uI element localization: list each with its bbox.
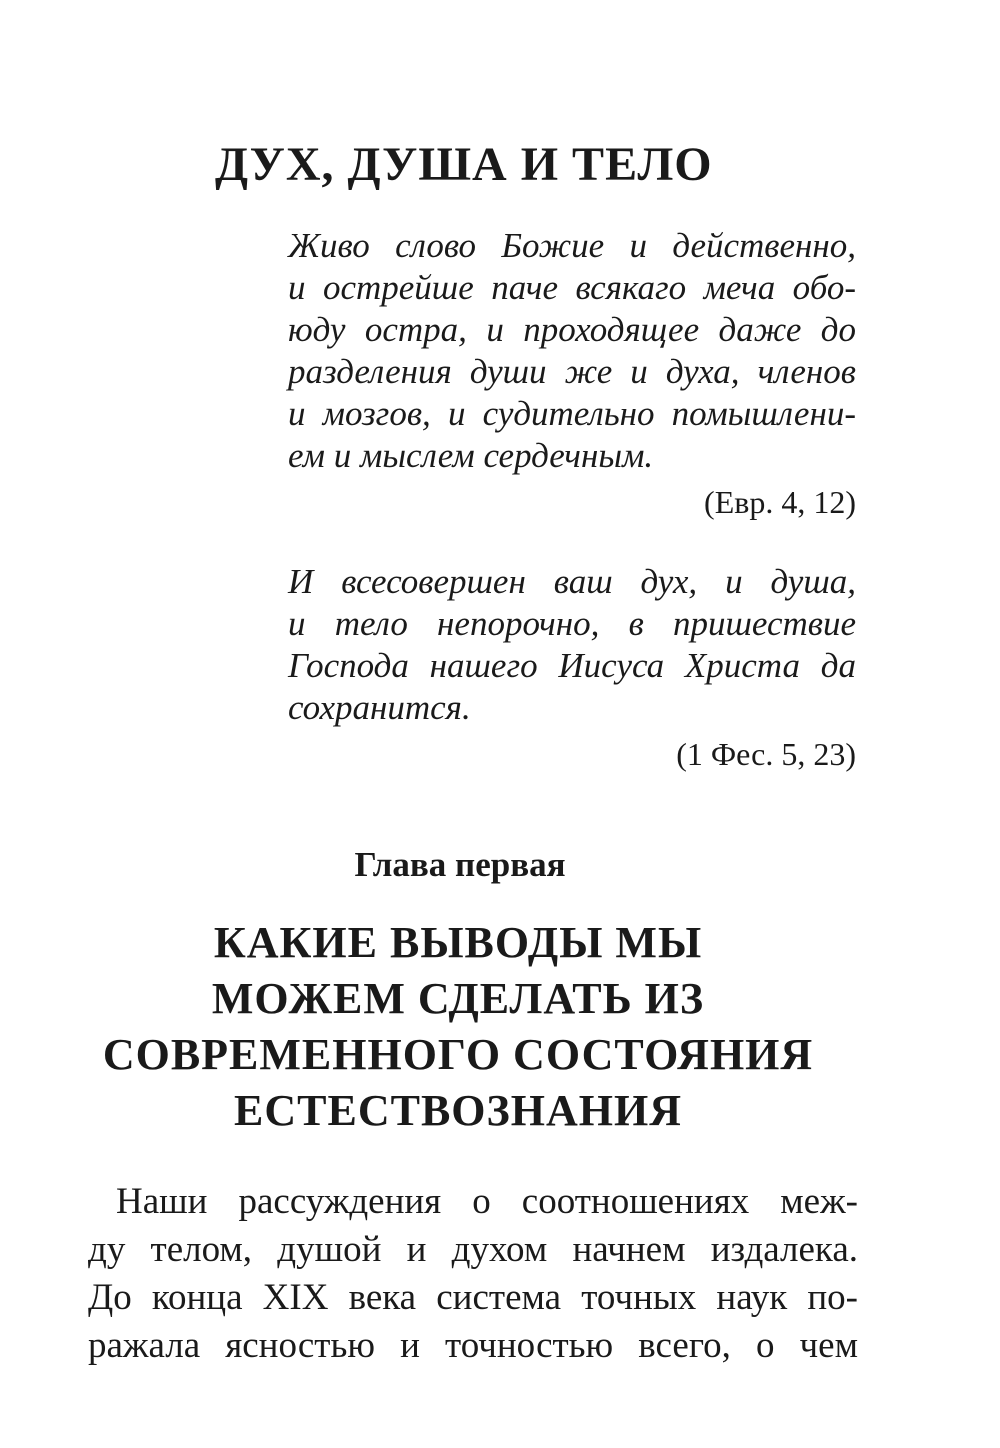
- epigraph-line: и тело непорочно, в пришествие: [288, 604, 856, 643]
- epigraph-thessalonians: [288, 561, 856, 775]
- epigraph-line: ем и мыслем сердечным.: [288, 436, 654, 475]
- epigraph-line: юду остра, и проходящее даже до: [288, 310, 856, 349]
- epigraph-line: разделения души же и духа, членов: [288, 352, 856, 391]
- chapter-title-line: СОВРЕМЕННОГО СОСТОЯНИЯ: [102, 1030, 814, 1079]
- chapter-title-line: КАКИЕ ВЫВОДЫ МЫ: [213, 918, 703, 967]
- epigraph-hebrews: [288, 225, 856, 523]
- epigraph-line: Живо слово Божие и действенно,: [288, 226, 856, 265]
- chapter-label: Глава первая: [354, 845, 566, 884]
- body-line: ду телом, душой и духом начнем издалека.: [88, 1229, 858, 1270]
- chapter-title: [0, 915, 916, 1139]
- epigraph-source: (Евр. 4, 12): [704, 484, 856, 520]
- chapter-title-line: МОЖЕМ СДЕЛАТЬ ИЗ: [211, 974, 705, 1023]
- body-line: ражала ясностью и точностью всего, о чем: [88, 1325, 858, 1366]
- epigraph-line: Господа нашего Иисуса Христа да: [288, 646, 856, 685]
- main-title: ДУХ, ДУША И ТЕЛО: [215, 138, 713, 191]
- epigraph-line: сохранится.: [288, 688, 471, 727]
- body-line: До конца XIX века система точных наук по-: [88, 1277, 858, 1318]
- epigraph-line: и мозгов, и судительно помышлени-: [288, 394, 856, 433]
- body-paragraph: [88, 1178, 858, 1370]
- chapter-title-line: ЕСТЕСТВОЗНАНИЯ: [234, 1086, 682, 1135]
- epigraph-line: и острейше паче всякаго меча обо-: [288, 268, 856, 307]
- body-line: Наши рассуждения о соотношениях меж-: [116, 1181, 858, 1222]
- epigraph-source: (1 Фес. 5, 23): [676, 736, 856, 772]
- epigraph-line: И всесовершен ваш дух, и душа,: [288, 562, 856, 601]
